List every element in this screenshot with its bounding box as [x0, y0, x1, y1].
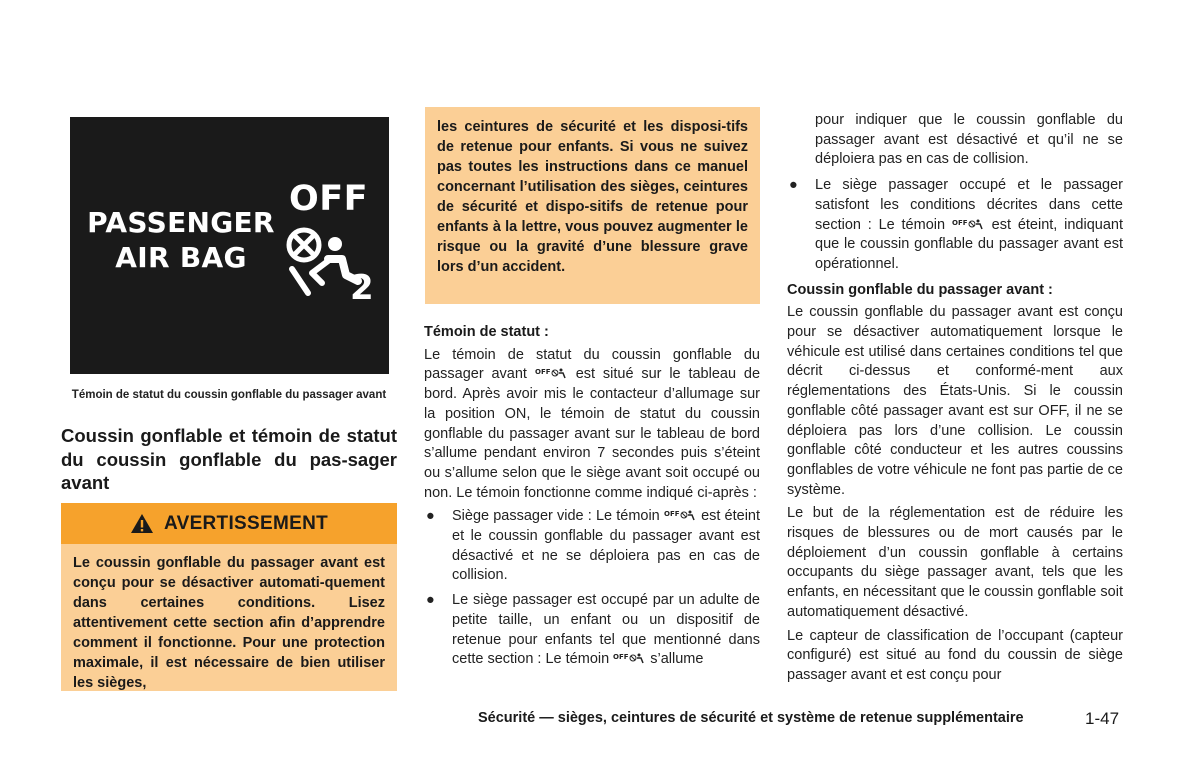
- figure-caption: Témoin de statut du coussin gonflable du passager avant: [71, 389, 387, 401]
- panel-label: [86, 205, 276, 275]
- bullet1-part-a: Siège passager vide : Le témoin: [452, 508, 660, 525]
- panel-label-line2: AIR BAG: [115, 241, 247, 274]
- bullet1-part-b: est éteint et le coussin gonflable du passager avant est désactivé et ne se déploiera pas en cas de collision.: [452, 508, 761, 584]
- passenger-airbag-off-icon: [535, 367, 568, 379]
- bullet2-part-a: Le siège passager est occupé par un adulte de petite taille, un enfant ou un dispositif de retenue pour enfants tel que mentionné dans cette section : Le témoin: [452, 592, 760, 668]
- list-item: [787, 176, 1123, 275]
- front-airbag-paragraph3: Le capteur de classification de l’occupant (capteur configuré) est situé au fond du coussin de siège passager avant et est conçu pour: [787, 627, 1123, 683]
- passenger-airbag-indicator-figure: [70, 117, 389, 374]
- airbag-occupant-icon: [282, 223, 382, 313]
- front-airbag-paragraph2: Le but de la réglementation est de réduire les risques de blessures ou de mort causés par le déploiement d’un coussin gonflable à certains occupants du siège passager avant, tels que les enfants, en nécessitant que le coussin gonflable soit automatiquement désactivé.: [787, 505, 1123, 620]
- passenger-airbag-off-icon: [613, 652, 646, 664]
- bullet-dot: ●: [426, 592, 435, 609]
- passenger-airbag-off-icon: [952, 218, 985, 230]
- section-title: Coussin gonflable et témoin de statut du coussin gonflable du pas-sager avant: [61, 425, 397, 493]
- status-paragraph-part-b: est situé sur le tableau de bord. Après avoir mis le contacteur d’allumage sur la position ON, le témoin de statut du coussin gonflable du passager avant sur le tableau de bord s’allume pendant environ 7 secondes puis s’éteint ou s’allume selon que le siège avant soit occupé ou non. Le témoin fonctionne comme indiqué ci-après :: [424, 366, 761, 501]
- warning-text-part2: les ceintures de sécurité et les disposi-tifs de retenue pour enfants. Si vous ne suivez pas toutes les instructions dans ce manuel concernant l’utilisation des sièges, ceintures de sécurité et dispo-sitifs de retenue pour enfants à la lettre, vous pouvez augmenter le risque ou la gravité d’une blessure grave lors d’un accident.: [437, 119, 748, 275]
- status-paragraph: [424, 346, 760, 504]
- panel-off-label: OFF: [289, 179, 369, 219]
- status-heading: Témoin de statut :: [424, 324, 549, 340]
- list-item: [424, 591, 760, 670]
- warning-header: [61, 503, 397, 544]
- warning-body-continued: [425, 107, 760, 304]
- front-airbag-heading: Coussin gonflable du passager avant :: [787, 281, 1053, 298]
- warning-text-part1: Le coussin gonflable du passager avant est conçu pour se désactiver automati-quement dans certaines conditions. Lisez attentivement cette section afin d’apprendre comment il fonctionne. Pour une protection maximale, il est nécessaire de bien utiliser les sièges,: [73, 555, 385, 691]
- warning-title: AVERTISSEMENT: [163, 512, 328, 534]
- panel-label-line1: PASSENGER: [87, 206, 275, 239]
- column-three: [787, 111, 1123, 690]
- page-number: 1-47: [1085, 709, 1120, 728]
- status-bullet-list-continued: [787, 176, 1123, 275]
- bullet3-part-b: est éteint, indiquant que le coussin gonflable du passager avant est opérationnel.: [815, 216, 1123, 272]
- warning-body: [61, 544, 397, 691]
- bullet-dot: ●: [789, 177, 798, 194]
- bullet2-part-b: s’allume: [650, 651, 704, 668]
- bullet3-part-a: Le siège passager occupé et le passager satisfont les conditions décrites dans cette section : Le témoin: [815, 177, 1123, 233]
- status-bullet-list: [424, 507, 760, 670]
- front-airbag-paragraph1: Le coussin gonflable du passager avant est conçu pour se désactiver automatiquement lorsque le véhicule est utilisé dans certaines conditions tel que décrit ci-dessus et conformé-ment aux réglementations des États-Unis. Si le coussin gonflable côté passager avant est sur OFF, il ne se déploiera pas lors d’une collision. Le coussin gonflable côté conducteur et les autres coussins gonflables de votre véhicule ne font pas partie de ce système.: [787, 304, 1123, 498]
- passenger-airbag-off-icon: [664, 509, 697, 521]
- page-footer-title: Sécurité — sièges, ceintures de sécurité et système de retenue supplémentaire: [478, 710, 1024, 726]
- warning-triangle-icon: [130, 513, 154, 534]
- status-section: [424, 323, 760, 676]
- bullet-dot: ●: [426, 508, 435, 525]
- status-paragraph-part-a: Le témoin de statut du coussin gonflable du passager avant: [424, 346, 760, 383]
- bullet2-continuation: pour indiquer que le coussin gonflable du passager avant est désactivé et qu’il ne se déploiera pas en cas de collision.: [815, 112, 1123, 168]
- svg-text:2: 2: [350, 268, 374, 308]
- list-item: [424, 507, 760, 586]
